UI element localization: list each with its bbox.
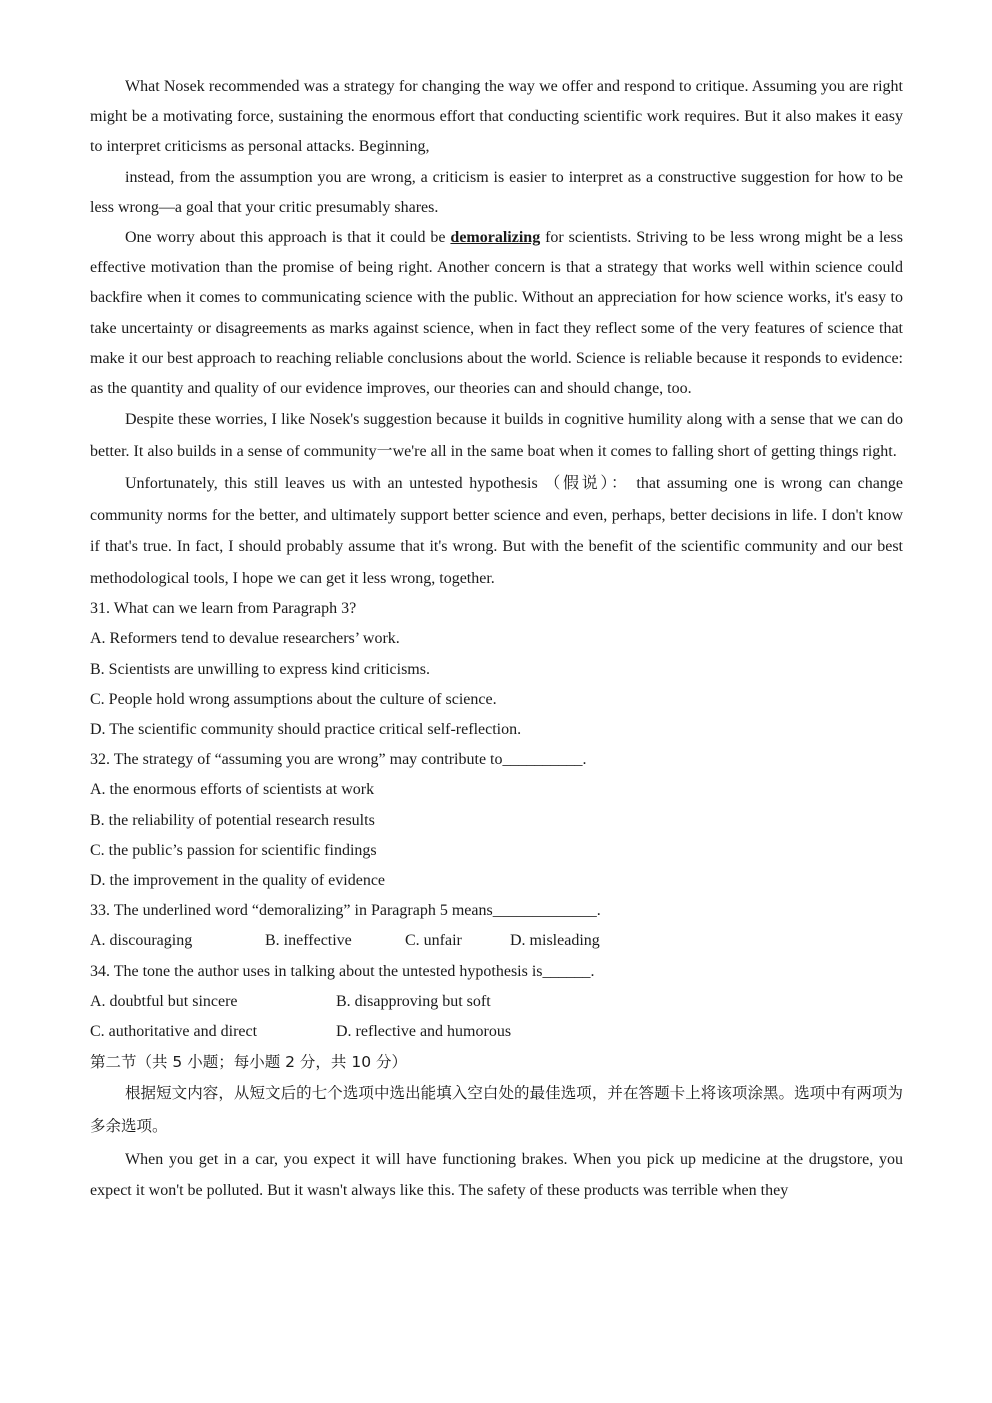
section-2-heading: 第二节（共 5 小题；每小题 2 分，共 10 分） — [90, 1053, 408, 1072]
question-33 — [90, 896, 903, 956]
question-32-option-c: C. the public’s passion for scientific findings — [90, 841, 377, 859]
paragraph-2-before: One worry about this approach is that it could be — [125, 229, 451, 247]
question-34-options-row-2 — [90, 1017, 903, 1047]
question-34-stem: 34. The tone the author uses in talking about the untested hypothesis is______. — [90, 962, 595, 980]
passage-paragraph-2 — [90, 223, 903, 404]
paragraph-2-after: for scientists. Striving to be less wrong might be a less effective motivation than the promise of being right. Another concern is that a strategy that works well within science could backfire when it comes to communicating science with the public. Without an appreciation for how science works, it's easy to take uncertainty or disagreements as marks against science, when in fact they reflect some of the very features of science that make it our best approach to reaching reliable conclusions about the world. Science is reliable because it responds to evidence: as the quantity and quality of our evidence improves, our theories can and should change, too. — [90, 229, 903, 398]
question-33-option-b: B. ineffective — [265, 932, 352, 950]
passage-paragraph-1b: instead, from the assumption you are wrong, a criticism is easier to interpret as a constructive suggestion for how to be less wrong—a goal that your critic presumably shares. — [90, 168, 903, 216]
question-31-option-b: B. Scientists are unwilling to express kind criticisms. — [90, 660, 430, 678]
question-31-stem: 31. What can we learn from Paragraph 3? — [90, 600, 357, 618]
question-34-options-row-1 — [90, 987, 903, 1017]
passage-paragraph-1a: What Nosek recommended was a strategy for changing the way we offer and respond to critique. Assuming you are right might be a motivating force, sustaining the enormous effort that conducting scientific work requires. But it also makes it easy to interpret criticisms as personal attacks. Beginning, — [90, 78, 903, 156]
section-2-passage-start: When you get in a car, you expect it will have functioning brakes. When you pick up medicine at the drugstore, you expect it won't be polluted. But it wasn't always like this. The safety of these products was terrible when they — [90, 1151, 903, 1199]
question-31-option-a: A. Reformers tend to devalue researchers’ work. — [90, 630, 400, 648]
question-33-stem: 33. The underlined word “demoralizing” in Paragraph 5 means_____________. — [90, 902, 601, 920]
question-33-options — [90, 926, 903, 956]
section-2-instructions: 根据短文内容，从短文后的七个选项中选出能填入空白处的最佳选项，并在答题卡上将该项涂黑。选项中有两项为多余选项。 — [90, 1084, 903, 1136]
question-31-option-d: D. The scientific community should practice critical self-reflection. — [90, 721, 522, 739]
passage-paragraph-3: Despite these worries, I like Nosek's suggestion because it builds in cognitive humility along with a sense that we can do better. It also builds in a sense of community一we're all in the same boat when it comes to falling short of getting things right. — [90, 411, 903, 461]
question-33-option-d: D. misleading — [510, 932, 600, 950]
question-32-option-d: D. the improvement in the quality of evidence — [90, 872, 386, 890]
passage-paragraph-4: Unfortunately, this still leaves us with an untested hypothesis （假说）： that assuming one is wrong can change community norms for the better, and ultimately support better science and even, perhaps, better decisions in life. I don't know if that's true. In fact, I should probably assume that it's wrong. But with the benefit of the scientific community and our best methodological tools, I hope we can get it less wrong, together. — [90, 475, 903, 587]
question-31 — [90, 594, 903, 745]
question-34-option-d: D. reflective and humorous — [336, 1023, 512, 1041]
underlined-word-demoralizing: demoralizing — [450, 229, 541, 247]
question-34-option-a: A. doubtful but sincere — [90, 992, 238, 1010]
question-33-option-a: A. discouraging — [90, 932, 193, 950]
question-33-option-c: C. unfair — [405, 932, 462, 950]
question-31-option-c: C. People hold wrong assumptions about the culture of science. — [90, 690, 497, 708]
question-32-option-a: A. the enormous efforts of scientists at work — [90, 781, 375, 799]
question-32-stem: 32. The strategy of “assuming you are wrong” may contribute to__________. — [90, 751, 587, 769]
question-32 — [90, 745, 903, 896]
question-34 — [90, 957, 903, 1048]
exam-page — [90, 72, 903, 1206]
question-34-option-c: C. authoritative and direct — [90, 1023, 258, 1041]
question-34-option-b: B. disapproving but soft — [336, 992, 491, 1010]
question-32-option-b: B. the reliability of potential research results — [90, 811, 375, 829]
